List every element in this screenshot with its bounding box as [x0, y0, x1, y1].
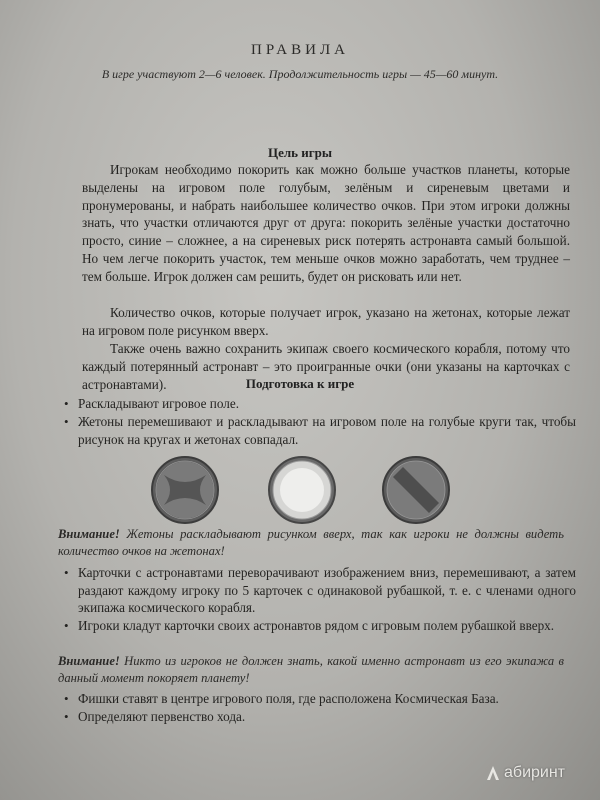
bullet-icon: • — [64, 691, 69, 706]
watermark-text: абиринт — [504, 764, 565, 781]
page-title: ПРАВИЛА — [251, 42, 349, 58]
warning-note-2 — [58, 653, 564, 687]
warning-note-1 — [58, 526, 564, 560]
token-diagonal-icon — [381, 455, 451, 525]
note-text: Жетоны раскладывают рисунком вверх, так как игроки не должны видеть количество очков на жетонах! — [58, 527, 564, 558]
list-item — [64, 708, 576, 726]
bullet-icon: • — [64, 565, 69, 580]
list-item — [64, 395, 576, 413]
page-subtitle: В игре участвуют 2—6 человек. Продолжительность игры — 45—60 минут. — [101, 67, 499, 81]
bullet-icon: • — [64, 414, 69, 429]
goal-heading: Цель игры — [267, 145, 333, 160]
list-item-text: Карточки с астронавтами переворачивают изображением вниз, перемешивают, а затем раздают каждому игроку по 5 карточек с одинаковой рубашкой, т. е. с членами одного экипажа космического корабля. — [78, 565, 576, 616]
labirint-logo-icon — [484, 764, 502, 782]
bullet-icon: • — [64, 396, 69, 411]
note-label: Внимание! — [58, 654, 120, 668]
bullet-icon: • — [64, 618, 69, 633]
goal-paragraph-1: Игрокам необходимо покорить как можно больше участков планеты, которые выделены на игровом поле голубым, зелёным и сиреневым цветами и пронумерованы, и набрать наибольшее количество очков. При этом игроки должны знать, что участки отличаются друг от друга: покорить зелёные участки достаточно просто, синие – сложнее, а на сиреневых риск потерять астронавта самый большой. Но чем легче покорить участок, тем меньше очков можно заработать, чем труднее – тем больше. Игрок должен сам решить, будет он рисковать или нет. — [82, 162, 570, 284]
list-item — [64, 617, 576, 635]
prep-heading: Подготовка к игре — [245, 376, 355, 391]
list-item — [64, 564, 576, 617]
list-item — [64, 413, 576, 448]
bullet-icon: • — [64, 709, 69, 724]
list-item-text: Раскладывают игровое поле. — [78, 396, 239, 411]
list-item-text: Определяют первенство хода. — [78, 709, 246, 724]
token-light-icon — [267, 455, 337, 525]
list-item-text: Жетоны перемешивают и раскладывают на игровом поле на голубые круги так, чтобы рисунок на кругах и жетонах совпадал. — [78, 414, 576, 447]
watermark-logo — [484, 764, 565, 782]
note-text: Никто из игроков не должен знать, какой именно астронавт из его экипажа в данный момент покоряет планету! — [58, 654, 564, 685]
goal-paragraph-2: Количество очков, которые получает игрок, указано на жетонах, которые лежат на игровом поле рисунком вверх. — [82, 305, 570, 338]
list-item-text: Игроки кладут карточки своих астронавтов рядом с игровым полем рубашкой вверх. — [78, 618, 555, 633]
goal-paragraph-3: Также очень важно сохранить экипаж своего космического корабля, потому что каждый потерянный астронавт – это проигранные очки (они указаны на карточках с астронавтами). — [82, 341, 570, 392]
token-cross-icon — [150, 455, 220, 525]
note-label: Внимание! — [58, 527, 120, 541]
token-illustrations — [150, 455, 455, 525]
list-item — [64, 690, 576, 708]
list-item-text: Фишки ставят в центре игрового поля, где расположена Космическая База. — [78, 691, 499, 706]
